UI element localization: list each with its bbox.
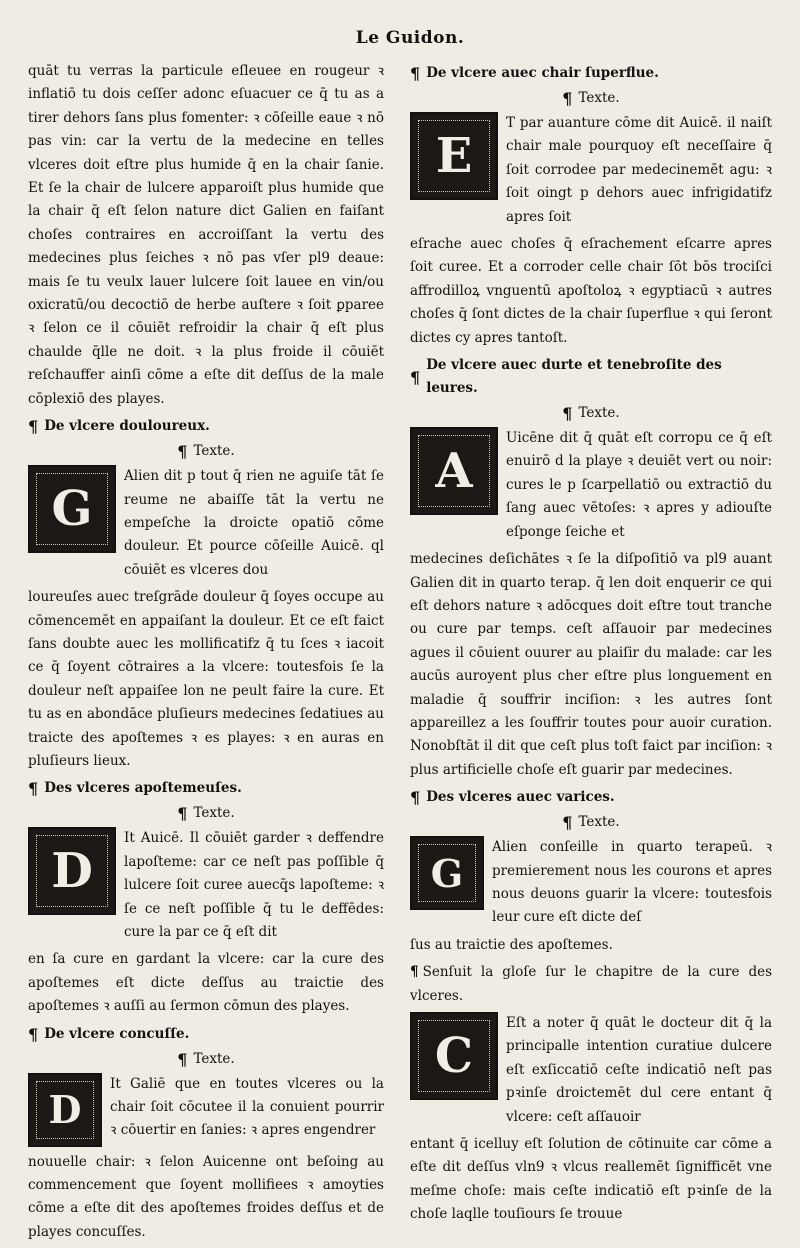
- initial-paragraph: [28, 1073, 384, 1147]
- texte-label: ¶ Texte.: [177, 804, 235, 824]
- decorated-initial-icon: D: [28, 1073, 102, 1147]
- section-heading: ¶ De vlcere concuſſe.: [28, 1024, 190, 1044]
- initial-paragraph: [28, 465, 384, 582]
- pilcrow-icon: ¶: [177, 442, 188, 462]
- paragraph-text: Alien conſeille in quarto terapeū. ꝛ premierement nous les courons et apres nous deuons guarir la vlcere: toutesfois leur cure eſt dicte deſ: [492, 839, 772, 926]
- paragraph-text: T par auanture cōme dit Auicē. il naiſt chair male pourquoy eſt neceſſaire q̄ ſoit corrodee par medecinemēt agu: ꝛ ſoit oingt p dehors auec infrigidatifz apres ſoit: [506, 115, 772, 225]
- pilcrow-icon: ¶: [410, 367, 421, 387]
- pilcrow-icon: ¶: [562, 404, 573, 424]
- section-heading: ¶ De vlcere auec chair ſuperflue.: [410, 64, 659, 83]
- paragraph: ſus au traictie des apoſtemes.: [410, 936, 613, 953]
- section-heading: ¶ Des vlceres apoſtemeuſes.: [28, 779, 242, 799]
- initial-paragraph: [410, 836, 772, 930]
- pilcrow-icon: ¶: [410, 64, 421, 83]
- right-column: [410, 60, 772, 1231]
- initial-paragraph: [410, 427, 772, 544]
- section-heading: ¶ Des vlceres auec varices.: [410, 788, 615, 808]
- decorated-initial-icon: G: [410, 836, 484, 910]
- decorated-initial-icon: E: [410, 112, 498, 200]
- texte-label: ¶ Texte.: [177, 442, 235, 462]
- running-title: Le Guidon.: [355, 28, 465, 48]
- paragraph-text: Uicēne dit q̄ quāt eſt corropu ce q̄ eſt enuirō d la playe ꝛ deuiēt vert ou noir: cures le p ſcarpellatiō ou extractiō du ſang auec vētoſes: ꝛ apres y adiouſte eſponge ſeiche et: [506, 430, 772, 540]
- section-heading: ¶ De vlcere auec durte et tenebroſite des leures.: [410, 357, 722, 397]
- paragraph: quāt tu verras la particule eſleuee en rougeur ꝛ inflatiō tu dois ceſſer adonc eſuacuer ce q̄ tu as a tirer dehors ſans plus fomenter: ꝛ cōſeille eaue ꝛ nō pas vin: car la vertu de la medecine en telles vlceres doit eſtre plus humide q̄ en la chair ſanie. Et ſe la chair de lulcere apparoiſt plus humide que la chair q̄ eſt ſelon nature dict Galien en faiſant choſes contraires en accroiſſant la vertu des medecines plus ſeiches ꝛ nō pas vſer pl9 deaue: mais ſe tu veulx lauer lulcere ſoit lauee en vin/ou oxicratū/ou decoctiō de herbe auſtere ꝛ ſoit ꝑparee ꝛ ſelon ce il cōuiēt refroidir la chair q̄ eſt plus chaulde q̄lle ne doit. ꝛ la plus froide il cōuiēt reſchauffer ainſi cōme a eſte dit deſſus de la male cōplexiō des playes.: [28, 63, 384, 407]
- pilcrow-icon: ¶: [562, 89, 573, 108]
- pilcrow-icon: ¶: [562, 813, 573, 833]
- pilcrow-icon: ¶: [177, 1049, 188, 1069]
- initial-paragraph: [28, 827, 384, 944]
- decorated-initial-icon: D: [28, 827, 116, 915]
- paragraph: medecines deſichātes ꝛ ſe la diſpoſitiō va pl9 auant Galien dit in quarto terap. q̄ len doit enquerir ce qui eſt dehors nature ꝛ adōcques doit eſtre tout tranche ou cure par temps. ceſt aſſauoir par medecines agues il cōuient ouurer au plaiſir du malade: car les aucūs auroyent plus cher eſtre plus longuement en maladie q̄ souffrir inciſion: ꝛ les autres ſont appareillez a les ſouffrir toutes pour auoir curation. Nonobſtāt il dit que ceſt plus toſt faict par inciſion: ꝛ plus artificielle choſe eſt guarir par medecines.: [410, 551, 772, 778]
- gloss-heading: ¶ Senſuit la gloſe ſur le chapitre de la cure des vlceres.: [410, 964, 772, 1004]
- decorated-initial-icon: A: [410, 427, 498, 515]
- pilcrow-icon: ¶: [28, 779, 39, 799]
- paragraph: en ſa cure en gardant la vlcere: car la cure des apoſtemes eſt dicte deſſus au traictie des apoſtemes ꝛ auſſi au ſermon cōmun des playes.: [28, 951, 384, 1015]
- initial-paragraph: [410, 1012, 772, 1129]
- left-column: [28, 60, 384, 1248]
- paragraph: eſrache auec choſes q̄ eſrachement eſcarre apres ſoit curee. Et a corroder celle chair ſōt bōs trociſci affrodilloꝝ vnguentū apoſtoloꝝ ꝛ egyptiacū ꝛ autres choſes q̄ ſont dictes de la chair ſuperflue ꝛ qui ſeront dictes cy apres tantoſt.: [410, 236, 772, 346]
- decorated-initial-icon: G: [28, 465, 116, 553]
- texte-label: ¶ Texte.: [562, 813, 620, 833]
- texte-label: ¶ Texte.: [177, 1049, 235, 1069]
- paragraph-text: It Galiē que en toutes vlceres ou la chair ſoit cōcutee il la conuient pourrir ꝛ cōuertir en ſanies: ꝛ apres engendrer: [110, 1075, 384, 1139]
- pilcrow-icon: ¶: [28, 1024, 39, 1044]
- paragraph-text: Eſt a noter q̄ quāt le docteur dit q̄ la principalle intention curatiue dulcere eſt exſiccatiō ceſte indicatiō neſt pas pꝛinſe droictemēt dul cere entant q̄ vlcere: ceſt aſſauoir: [506, 1015, 772, 1125]
- texte-label: ¶ Texte.: [562, 404, 620, 424]
- pilcrow-icon: ¶: [410, 788, 421, 808]
- paragraph: entant q̄ icelluy eſt ſolution de cōtinuite car cōme a eſte dit deſſus vln9 ꝛ vlcus reallemēt ſignifficēt vne meſme choſe: mais ceſte indicatiō eſt pꝛinſe de la choſe laqlle touſiours ſe trouue: [410, 1136, 772, 1223]
- section-heading: ¶ De vlcere douloureux.: [28, 417, 210, 437]
- paragraph-text: It Auicē. Il cōuiēt garder ꝛ deffendre lapoſteme: car ce neſt pas poſſible q̄ lulcere ſoit curee auecq̄s lapoſteme: ꝛ ſe ce neſt poſſible q̄ tu le deffēdes: cure la par ce q̄ eſt dit: [124, 830, 384, 940]
- pilcrow-icon: ¶: [410, 964, 419, 981]
- texte-label: ¶ Texte.: [562, 89, 620, 108]
- pilcrow-icon: ¶: [177, 804, 188, 824]
- pilcrow-icon: ¶: [28, 417, 39, 437]
- paragraph-text: Alien dit p tout q̄ rien ne aguiſe tāt ſe reume ne abaiſſe tāt la vertu ne empeſche la droicte opatiō cōme douleur. Et pource cōſeille Auicē. ql cōuiēt es vlceres dou: [124, 468, 384, 578]
- decorated-initial-icon: C: [410, 1012, 498, 1100]
- paragraph: nouuelle chair: ꝛ ſelon Auicenne ont beſoing au commencement que ſoyent mollifiees ꝛ amoyties cōme a eſte dit des apoſtemes froides deſſus et de playes concuſſes.: [28, 1153, 384, 1240]
- paragraph: loureuſes auec treſgrāde douleur q̄ ſoyes occupe au cōmencemēt en appaiſant la douleur. Et ce eſt faict ſans doubte auec les mollificatifz q̄ tu ſces ꝛ iacoit ce q̄ ſoyent cōtraires a la vlcere: toutesfois ſe la douleur neſt appaiſee lon ne peult faire la cure. Et tu as en abondāce pluſieurs medecines ſedatiues au traicte des apoſtemes ꝛ es playes: ꝛ en auras en pluſieurs lieux.: [28, 589, 384, 769]
- initial-paragraph: [410, 112, 772, 229]
